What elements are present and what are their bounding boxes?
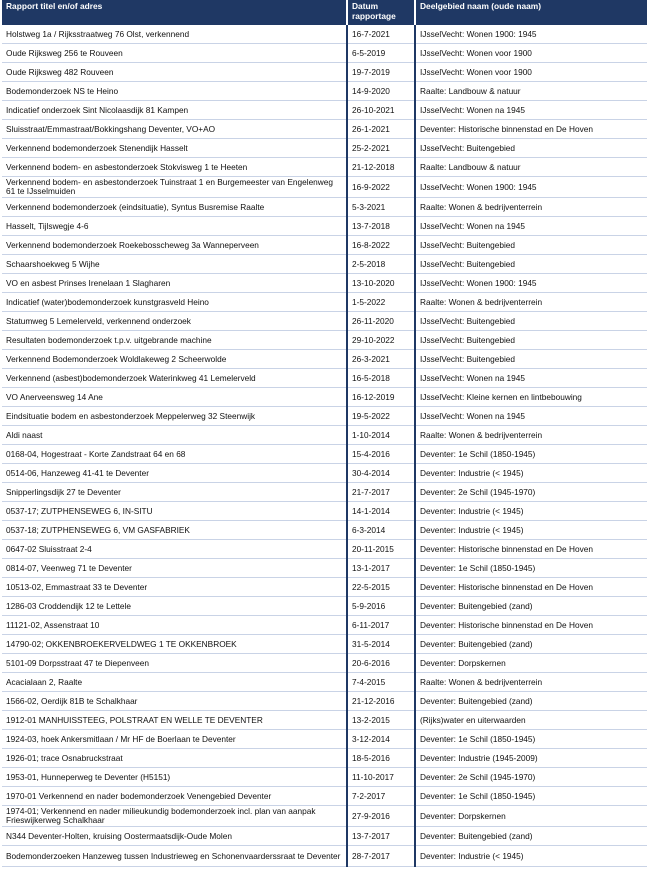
cell-subarea-name: Deventer: Industrie (< 1945) <box>415 846 647 867</box>
cell-report-date: 30-4-2014 <box>347 464 415 483</box>
cell-report-date: 6-3-2014 <box>347 521 415 540</box>
table-row <box>2 407 647 426</box>
table-row <box>2 331 647 350</box>
cell-report-title: Oude Rijksweg 482 Rouveen <box>2 63 347 82</box>
cell-subarea-name: Deventer: Industrie (1945-2009) <box>415 749 647 768</box>
cell-report-date: 15-4-2016 <box>347 445 415 464</box>
table-row <box>2 369 647 388</box>
cell-report-date: 31-5-2014 <box>347 635 415 654</box>
cell-report-title: Hasselt, Tijlswegje 4-6 <box>2 217 347 236</box>
cell-subarea-name: Deventer: 2e Schil (1945-1970) <box>415 483 647 502</box>
cell-report-date: 19-7-2019 <box>347 63 415 82</box>
cell-subarea-name: Deventer: Dorpskernen <box>415 806 647 827</box>
cell-subarea-name: IJsselVecht: Kleine kernen en lintbebouwing <box>415 388 647 407</box>
cell-report-date: 25-2-2021 <box>347 139 415 158</box>
cell-report-title: Verkennend bodem- en asbestonderzoek Tuinstraat 1 en Burgemeester van Engelenweg 61 te IJsselmuiden <box>2 177 347 198</box>
cell-subarea-name: Raalte: Wonen & bedrijventerrein <box>415 293 647 312</box>
table-row <box>2 827 647 846</box>
cell-report-title: 0537-17; ZUTPHENSEWEG 6, IN-SITU <box>2 502 347 521</box>
table-row <box>2 806 647 827</box>
cell-report-date: 13-10-2020 <box>347 274 415 293</box>
cell-report-title: 1953-01, Hunneperweg te Deventer (H5151) <box>2 768 347 787</box>
cell-report-date: 16-12-2019 <box>347 388 415 407</box>
cell-report-title: Aldi naast <box>2 426 347 445</box>
table-row <box>2 483 647 502</box>
cell-report-title: 0814-07, Veenweg 71 te Deventer <box>2 559 347 578</box>
table-row <box>2 388 647 407</box>
cell-report-date: 1-10-2014 <box>347 426 415 445</box>
cell-subarea-name: Deventer: Buitengebied (zand) <box>415 827 647 846</box>
cell-report-date: 16-5-2018 <box>347 369 415 388</box>
cell-subarea-name: IJsselVecht: Wonen na 1945 <box>415 369 647 388</box>
cell-report-date: 27-9-2016 <box>347 806 415 827</box>
cell-subarea-name: Deventer: 2e Schil (1945-1970) <box>415 768 647 787</box>
cell-report-title: 1970-01 Verkennend en nader bodemonderzoek Venengebied Deventer <box>2 787 347 806</box>
cell-report-date: 19-5-2022 <box>347 407 415 426</box>
cell-report-title: Verkennend Bodemonderzoek Woldlakeweg 2 Scheerwolde <box>2 350 347 369</box>
cell-report-date: 28-7-2017 <box>347 846 415 867</box>
cell-report-date: 13-1-2017 <box>347 559 415 578</box>
table-row <box>2 730 647 749</box>
cell-report-date: 6-5-2019 <box>347 44 415 63</box>
table-row <box>2 101 647 120</box>
cell-report-title: Acacialaan 2, Raalte <box>2 673 347 692</box>
table-row <box>2 616 647 635</box>
table-row <box>2 274 647 293</box>
cell-report-date: 11-10-2017 <box>347 768 415 787</box>
cell-report-date: 21-12-2018 <box>347 158 415 177</box>
cell-report-date: 21-7-2017 <box>347 483 415 502</box>
cell-report-date: 26-1-2021 <box>347 120 415 139</box>
cell-subarea-name: IJsselVecht: Buitengebied <box>415 236 647 255</box>
table-row <box>2 578 647 597</box>
table-row <box>2 749 647 768</box>
table-row <box>2 350 647 369</box>
cell-report-date: 14-9-2020 <box>347 82 415 101</box>
table-header-row <box>2 0 647 25</box>
cell-report-date: 6-11-2017 <box>347 616 415 635</box>
cell-subarea-name: IJsselVecht: Buitengebied <box>415 350 647 369</box>
cell-report-title: N344 Deventer-Holten, kruising Oostermaatsdijk-Oude Molen <box>2 827 347 846</box>
cell-subarea-name: IJsselVecht: Buitengebied <box>415 331 647 350</box>
table-row <box>2 217 647 236</box>
table-row <box>2 846 647 867</box>
cell-subarea-name: IJsselVecht: Wonen voor 1900 <box>415 63 647 82</box>
table-row <box>2 559 647 578</box>
table-row <box>2 711 647 730</box>
cell-report-title: Snipperlingsdijk 27 te Deventer <box>2 483 347 502</box>
cell-report-title: Bodemonderzoek NS te Heino <box>2 82 347 101</box>
table-row <box>2 293 647 312</box>
cell-report-title: 0168-04, Hogestraat - Korte Zandstraat 64 en 68 <box>2 445 347 464</box>
cell-report-title: Verkennend bodemonderzoek (eindsituatie), Syntus Busremise Raalte <box>2 198 347 217</box>
cell-report-title: Schaarshoekweg 5 Wijhe <box>2 255 347 274</box>
cell-subarea-name: Raalte: Wonen & bedrijventerrein <box>415 673 647 692</box>
cell-report-title: 1926-01; trace Osnabruckstraat <box>2 749 347 768</box>
cell-subarea-name: IJsselVecht: Buitengebied <box>415 139 647 158</box>
table-row <box>2 158 647 177</box>
cell-report-title: 1924-03, hoek Ankersmitlaan / Mr HF de Boerlaan te Deventer <box>2 730 347 749</box>
table-row <box>2 236 647 255</box>
table-row <box>2 692 647 711</box>
table-row <box>2 521 647 540</box>
cell-report-date: 7-4-2015 <box>347 673 415 692</box>
cell-report-title: 10513-02, Emmastraat 33 te Deventer <box>2 578 347 597</box>
cell-report-date: 7-2-2017 <box>347 787 415 806</box>
header-report-title: Rapport titel en/of adres <box>2 0 347 25</box>
table-row <box>2 654 647 673</box>
table-row <box>2 540 647 559</box>
table-row <box>2 139 647 158</box>
cell-subarea-name: IJsselVecht: Wonen 1900: 1945 <box>415 25 647 44</box>
cell-report-date: 20-6-2016 <box>347 654 415 673</box>
cell-report-title: 0647-02 Sluisstraat 2-4 <box>2 540 347 559</box>
cell-report-title: 5101-09 Dorpsstraat 47 te Diepenveen <box>2 654 347 673</box>
cell-report-date: 3-12-2014 <box>347 730 415 749</box>
cell-subarea-name: IJsselVecht: Wonen 1900: 1945 <box>415 177 647 198</box>
table-row <box>2 312 647 331</box>
cell-report-date: 20-11-2015 <box>347 540 415 559</box>
cell-report-date: 13-7-2017 <box>347 827 415 846</box>
cell-report-title: Statumweg 5 Lemelerveld, verkennend onderzoek <box>2 312 347 331</box>
cell-report-title: Oude Rijksweg 256 te Rouveen <box>2 44 347 63</box>
cell-report-title: Verkennend (asbest)bodemonderzoek Waterinkweg 41 Lemelerveld <box>2 369 347 388</box>
cell-subarea-name: IJsselVecht: Buitengebied <box>415 255 647 274</box>
cell-subarea-name: Deventer: 1e Schil (1850-1945) <box>415 730 647 749</box>
header-subarea-name: Deelgebied naam (oude naam) <box>415 0 647 25</box>
cell-report-date: 2-5-2018 <box>347 255 415 274</box>
report-table <box>2 0 647 867</box>
cell-report-title: Eindsituatie bodem en asbestonderzoek Meppelerweg 32 Steenwijk <box>2 407 347 426</box>
header-report-date: Datum rapportage <box>347 0 415 25</box>
cell-report-date: 18-5-2016 <box>347 749 415 768</box>
cell-report-title: VO Anerveensweg 14 Ane <box>2 388 347 407</box>
cell-report-date: 26-10-2021 <box>347 101 415 120</box>
cell-report-title: VO en asbest Prinses Irenelaan 1 Slagharen <box>2 274 347 293</box>
cell-report-title: Verkennend bodemonderzoek Roekebosscheweg 3a Wanneperveen <box>2 236 347 255</box>
cell-report-title: Resultaten bodemonderzoek t.p.v. uitgebrande machine <box>2 331 347 350</box>
table-row <box>2 44 647 63</box>
cell-subarea-name: Deventer: Historische binnenstad en De Hoven <box>415 578 647 597</box>
table-row <box>2 426 647 445</box>
cell-subarea-name: Deventer: Buitengebied (zand) <box>415 635 647 654</box>
table-row <box>2 63 647 82</box>
cell-report-date: 29-10-2022 <box>347 331 415 350</box>
cell-report-title: 0537-18; ZUTPHENSEWEG 6, VM GASFABRIEK <box>2 521 347 540</box>
table-row <box>2 445 647 464</box>
cell-report-date: 21-12-2016 <box>347 692 415 711</box>
cell-report-date: 1-5-2022 <box>347 293 415 312</box>
cell-subarea-name: IJsselVecht: Buitengebied <box>415 312 647 331</box>
cell-report-date: 16-8-2022 <box>347 236 415 255</box>
cell-subarea-name: IJsselVecht: Wonen 1900: 1945 <box>415 274 647 293</box>
cell-subarea-name: Raalte: Wonen & bedrijventerrein <box>415 426 647 445</box>
cell-report-title: Verkennend bodemonderzoek Stenendijk Hasselt <box>2 139 347 158</box>
table-row <box>2 25 647 44</box>
cell-report-date: 5-9-2016 <box>347 597 415 616</box>
cell-subarea-name: Raalte: Wonen & bedrijventerrein <box>415 198 647 217</box>
cell-report-title: Sluisstraat/Emmastraat/Bokkingshang Deventer, VO+AO <box>2 120 347 139</box>
cell-subarea-name: IJsselVecht: Wonen na 1945 <box>415 101 647 120</box>
table-row <box>2 198 647 217</box>
table-row <box>2 768 647 787</box>
cell-subarea-name: Deventer: Historische binnenstad en De Hoven <box>415 120 647 139</box>
cell-subarea-name: Deventer: Dorpskernen <box>415 654 647 673</box>
cell-subarea-name: Deventer: 1e Schil (1850-1945) <box>415 445 647 464</box>
table-row <box>2 120 647 139</box>
cell-subarea-name: (Rijks)water en uiterwaarden <box>415 711 647 730</box>
table-row <box>2 255 647 274</box>
cell-subarea-name: Deventer: Industrie (< 1945) <box>415 502 647 521</box>
cell-report-title: 1912-01 MANHUISSTEEG, POLSTRAAT EN WELLE TE DEVENTER <box>2 711 347 730</box>
cell-subarea-name: Deventer: Industrie (< 1945) <box>415 521 647 540</box>
cell-report-date: 26-3-2021 <box>347 350 415 369</box>
cell-report-title: 1566-02, Oerdijk 81B te Schalkhaar <box>2 692 347 711</box>
table-row <box>2 635 647 654</box>
cell-report-title: Indicatief onderzoek Sint Nicolaasdijk 81 Kampen <box>2 101 347 120</box>
cell-report-date: 16-9-2022 <box>347 177 415 198</box>
table-row <box>2 464 647 483</box>
cell-report-date: 5-3-2021 <box>347 198 415 217</box>
cell-subarea-name: Deventer: Historische binnenstad en De Hoven <box>415 616 647 635</box>
cell-report-date: 13-2-2015 <box>347 711 415 730</box>
table-row <box>2 502 647 521</box>
table-row <box>2 82 647 101</box>
cell-subarea-name: Deventer: Buitengebied (zand) <box>415 597 647 616</box>
cell-report-title: 14790-02; OKKENBROEKERVELDWEG 1 TE OKKENBROEK <box>2 635 347 654</box>
cell-report-date: 26-11-2020 <box>347 312 415 331</box>
cell-report-title: 0514-06, Hanzeweg 41-41 te Deventer <box>2 464 347 483</box>
cell-report-date: 22-5-2015 <box>347 578 415 597</box>
cell-subarea-name: Deventer: 1e Schil (1850-1945) <box>415 559 647 578</box>
cell-subarea-name: Deventer: Industrie (< 1945) <box>415 464 647 483</box>
cell-subarea-name: Raalte: Landbouw & natuur <box>415 82 647 101</box>
cell-report-date: 13-7-2018 <box>347 217 415 236</box>
cell-subarea-name: IJsselVecht: Wonen na 1945 <box>415 217 647 236</box>
cell-subarea-name: IJsselVecht: Wonen na 1945 <box>415 407 647 426</box>
cell-report-title: 1286-03 Croddendijk 12 te Lettele <box>2 597 347 616</box>
table-row <box>2 673 647 692</box>
cell-subarea-name: Deventer: 1e Schil (1850-1945) <box>415 787 647 806</box>
cell-report-date: 14-1-2014 <box>347 502 415 521</box>
cell-report-title: Holstweg 1a / Rijksstraatweg 76 Olst, verkennend <box>2 25 347 44</box>
cell-report-date: 16-7-2021 <box>347 25 415 44</box>
cell-subarea-name: IJsselVecht: Wonen voor 1900 <box>415 44 647 63</box>
cell-report-title: Verkennend bodem- en asbestonderzoek Stokvisweg 1 te Heeten <box>2 158 347 177</box>
cell-report-title: 11121-02, Assenstraat 10 <box>2 616 347 635</box>
cell-subarea-name: Deventer: Historische binnenstad en De Hoven <box>415 540 647 559</box>
table-body <box>2 25 647 867</box>
table-row <box>2 597 647 616</box>
cell-subarea-name: Deventer: Buitengebied (zand) <box>415 692 647 711</box>
cell-subarea-name: Raalte: Landbouw & natuur <box>415 158 647 177</box>
table-row <box>2 787 647 806</box>
cell-report-title: 1974-01; Verkennend en nader milieukundig bodemonderzoek incl. plan van aanpak Frieswijkerweg Schalkhaar <box>2 806 347 827</box>
table-row <box>2 177 647 198</box>
cell-report-title: Indicatief (water)bodemonderzoek kunstgrasveld Heino <box>2 293 347 312</box>
cell-report-title: Bodemonderzoeken Hanzeweg tussen Industrieweg en Schonenvaarderssraat te Deventer <box>2 846 347 867</box>
